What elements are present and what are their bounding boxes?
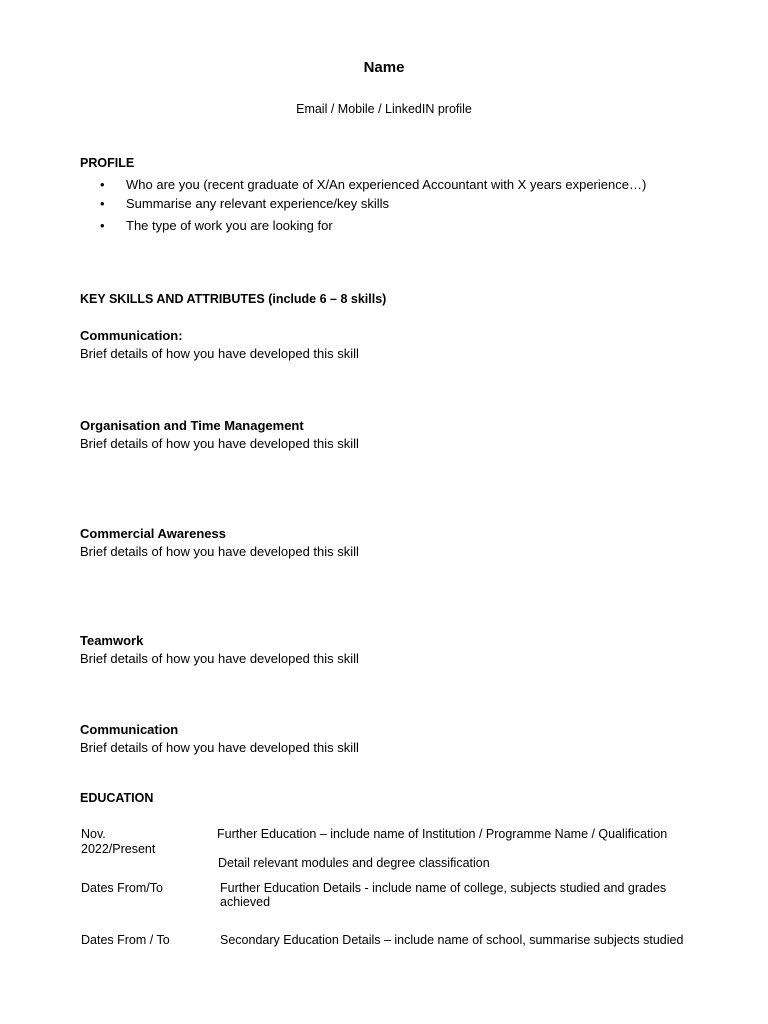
profile-bullet-text: Who are you (recent graduate of X/An experienced Accountant with X years experience…) (126, 177, 647, 192)
education-date: 2022/Present (81, 842, 156, 856)
education-date: Nov. (81, 827, 106, 841)
key-skills-heading: KEY SKILLS AND ATTRIBUTES (include 6 – 8 skills) (80, 292, 387, 306)
skill-description: Brief details of how you have developed this skill (80, 346, 359, 361)
skill-title: Communication: (80, 328, 183, 343)
skill-title: Commercial Awareness (80, 526, 226, 541)
skill-title: Organisation and Time Management (80, 418, 304, 433)
skill-description: Brief details of how you have developed this skill (80, 436, 359, 451)
education-date: Dates From/To (81, 881, 163, 895)
education-detail: Detail relevant modules and degree classification (218, 856, 490, 870)
education-date: Dates From / To (81, 933, 170, 947)
education-detail: achieved (220, 895, 271, 909)
bullet-icon: • (100, 177, 105, 192)
profile-bullet-text: The type of work you are looking for (126, 218, 333, 233)
resume-name-heading: Name (363, 59, 405, 76)
profile-bullet-text: Summarise any relevant experience/key skills (126, 196, 389, 211)
contact-details-line: Email / Mobile / LinkedIN profile (296, 102, 472, 116)
profile-heading: PROFILE (80, 156, 135, 170)
skill-title: Teamwork (80, 633, 144, 648)
bullet-icon: • (100, 196, 105, 211)
skill-description: Brief details of how you have developed this skill (80, 740, 359, 755)
education-detail: Secondary Education Details – include name of school, summarise subjects studied (220, 933, 684, 947)
bullet-icon: • (100, 218, 105, 233)
education-detail: Further Education – include name of Institution / Programme Name / Qualification (217, 827, 668, 841)
skill-description: Brief details of how you have developed this skill (80, 651, 359, 666)
skill-title: Communication (80, 722, 179, 737)
skill-description: Brief details of how you have developed this skill (80, 544, 359, 559)
education-detail: Further Education Details - include name of college, subjects studied and grades (220, 881, 667, 895)
education-heading: EDUCATION (80, 791, 154, 805)
